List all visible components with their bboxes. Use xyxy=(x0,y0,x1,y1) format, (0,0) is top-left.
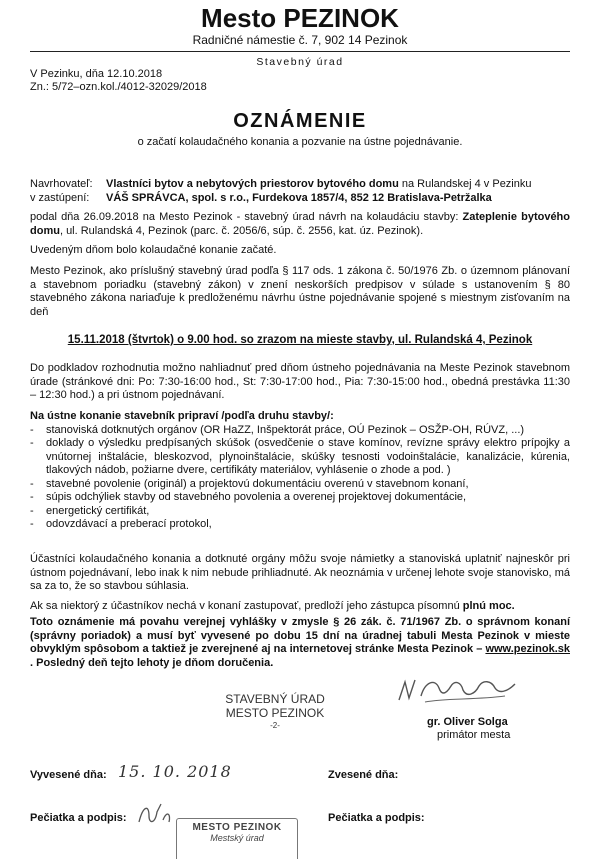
list-item: - súpis odchýliek stavby od stavebného povolenia a overenej projektovej dokumentácie, xyxy=(30,491,467,503)
bottom-stamp-line-1: MESTO PEZINOK xyxy=(192,822,282,833)
posted-label: Vyvesené dňa: xyxy=(30,769,107,781)
bottom-stamp-line-2: Mestský úrad xyxy=(210,833,264,843)
mayor-signature-icon xyxy=(395,672,525,714)
hearing-date: 15.11.2018 (štvrtok) o 9.00 hod. so zrazom na mieste stavby, ul. Rulandská 4, Pezinok xyxy=(67,334,533,346)
paragraph-started: Uvedeným dňom bolo kolaudačné konanie začaté. xyxy=(30,244,277,256)
representative-name: VÁŠ SPRÁVCA, spol. s r.o., Furdekova 1857/4, 852 12 Bratislava-Petržalka xyxy=(106,191,492,204)
list-item: - stanoviská dotknutých orgánov (OR HaZZ, Inšpektorát práce, OÚ Pezinok – OSŽP-OH, RÚVZ, ...) xyxy=(30,423,525,436)
stamp-line-2: MESTO PEZINOK xyxy=(225,706,325,720)
paragraph-authority: Mesto Pezinok, ako príslušný stavebný úrad podľa § 117 ods. 1 zákona č. 50/1976 Zb. o územnom plánovaní a stavebnom poriadku (stavebný zákon) v znení neskorších predpisov v súlade s ustanovením § 80 stavebného zákona nariaďuje k predloženému návrhu ústne pojednávanie spojené s miestnym zisťovaním na deň xyxy=(30,265,570,318)
notice-subtitle: o začatí kolaudačného konania a pozvanie na ústne pojednávanie. xyxy=(137,136,463,148)
power-of-attorney: plnú moc. xyxy=(462,600,515,612)
requirements-title: Na ústne konanie stavebník pripraví /podľa druhu stavby/: xyxy=(30,410,334,422)
p1-project-name: Zateplenie bytového domu xyxy=(30,211,570,237)
bottom-city-stamp xyxy=(176,818,298,859)
list-item: - energetický certifikát, xyxy=(30,504,150,517)
stamp-signature-label-right: Pečiatka a podpis: xyxy=(328,812,425,824)
list-item: - odovzdávací a preberací protokol, xyxy=(30,518,212,530)
paragraph-representation: Ak sa niektorý z účastníkov nechá v konaní zastupovať, predloží jeho zástupca písomnú plnú moc. xyxy=(30,600,515,612)
paragraph-public-notice: Toto oznámenie má povahu verejnej vyhlášky v zmysle § 26 zák. č. 71/1967 Zb. o správnom konaní (správny poriadok) a musí byť vyvesené po dobu 15 dní na úradnej tabuli Mesta Pezinok v mieste obvyklým spôsobom a taktiež je zverejnené aj na internetovej stránke Mesta Pezinok – www.pezinok.sk . Posledný deň tejto lehoty je dňom doručenia. xyxy=(30,616,570,669)
requirements-section xyxy=(30,410,570,532)
paragraph-application xyxy=(30,211,570,238)
stamp-number: -2- xyxy=(270,721,280,730)
requirements-list xyxy=(30,424,570,532)
list-item: - doklady o výsledku predpísaných skúšok (osvedčenie o stave komínov, revízne správy elektro prípojky a vnútornej inštalácie, bleskozvod, plynoinštalácie, skúšky tesnosti vodoinštalácie, kanalizácie, kúrenia, tlakových nádob, požiarne dvere, certifikáty materiálov, vyhlásenie o zhode a pod. ) xyxy=(30,437,570,476)
paragraph-inspection: Do podkladov rozhodnutia možno nahliadnuť pred dňom ústneho pojednávania na Meste Pezinok stavebnom úrade (stránkové dni: Po: 7:30-16:00 hod., St: 7:30-17:00 hod., Pia: 7:30-15:00 hod., obedná prestávka 11:30 – 12:30 hod.) a pri ústnom pojednávaní. xyxy=(30,362,570,401)
place-date: V Pezinku, dňa 12.10.2018 xyxy=(30,68,163,80)
reference-number: Zn.: 5/72–ozn.kol./4012-32029/2018 xyxy=(30,81,207,93)
website-link[interactable]: www.pezinok.sk xyxy=(485,643,570,655)
list-item: - stavebné povolenie (originál) a projektovú dokumentáciu overenú v stavebnom konaní, xyxy=(30,477,469,490)
header-divider xyxy=(30,51,570,52)
applicant-label: Navrhovateľ: xyxy=(30,178,93,190)
applicant-name: Vlastníci bytov a nebytových priestorov bytového domu xyxy=(106,178,399,190)
stamp-line-1: STAVEBNÝ ÚRAD xyxy=(225,692,325,706)
office-name: Stavebný úrad xyxy=(256,56,344,68)
mayor-role: primátor mesta xyxy=(437,729,511,741)
city-title: Mesto PEZINOK xyxy=(201,3,399,33)
paragraph-objections: Účastníci kolaudačného konania a dotknuté orgány môžu svoje námietky a stanoviská uplatniť najneskôr pri ústnom pojednávaní, lebo inak k nim nebude prihliadnuté. Ak neoznámia v určenej lehote svoje stanovisko, má sa za to, že so stavbou súhlasia. xyxy=(30,553,570,592)
posted-date-handwritten: 15. 10. 2018 xyxy=(118,762,232,781)
p1-location: , ul. Rulandská 4, Pezinok (parc. č. 2056/6, súp. č. 2556, kat. úz. Pezinok). xyxy=(59,224,424,237)
notice-title: OZNÁMENIE xyxy=(233,110,367,132)
mayor-name: gr. Oliver Solga xyxy=(427,716,508,728)
stamp-signature-label-left: Pečiatka a podpis: xyxy=(30,812,127,824)
applicant-address: na Rulandskej 4 v Pezinku xyxy=(398,178,532,190)
city-address: Radničné námestie č. 7, 902 14 Pezinok xyxy=(192,33,408,47)
applicant-block xyxy=(30,178,570,205)
removed-label: Zvesené dňa: xyxy=(328,769,399,781)
initials-signature-icon xyxy=(135,800,175,830)
p1-text: podal dňa 26.09.2018 na Mesto Pezinok - stavebný úrad návrh na kolaudáciu stavby: xyxy=(30,211,463,223)
representative-label: v zastúpení: xyxy=(30,191,90,204)
office-stamp xyxy=(205,692,345,732)
